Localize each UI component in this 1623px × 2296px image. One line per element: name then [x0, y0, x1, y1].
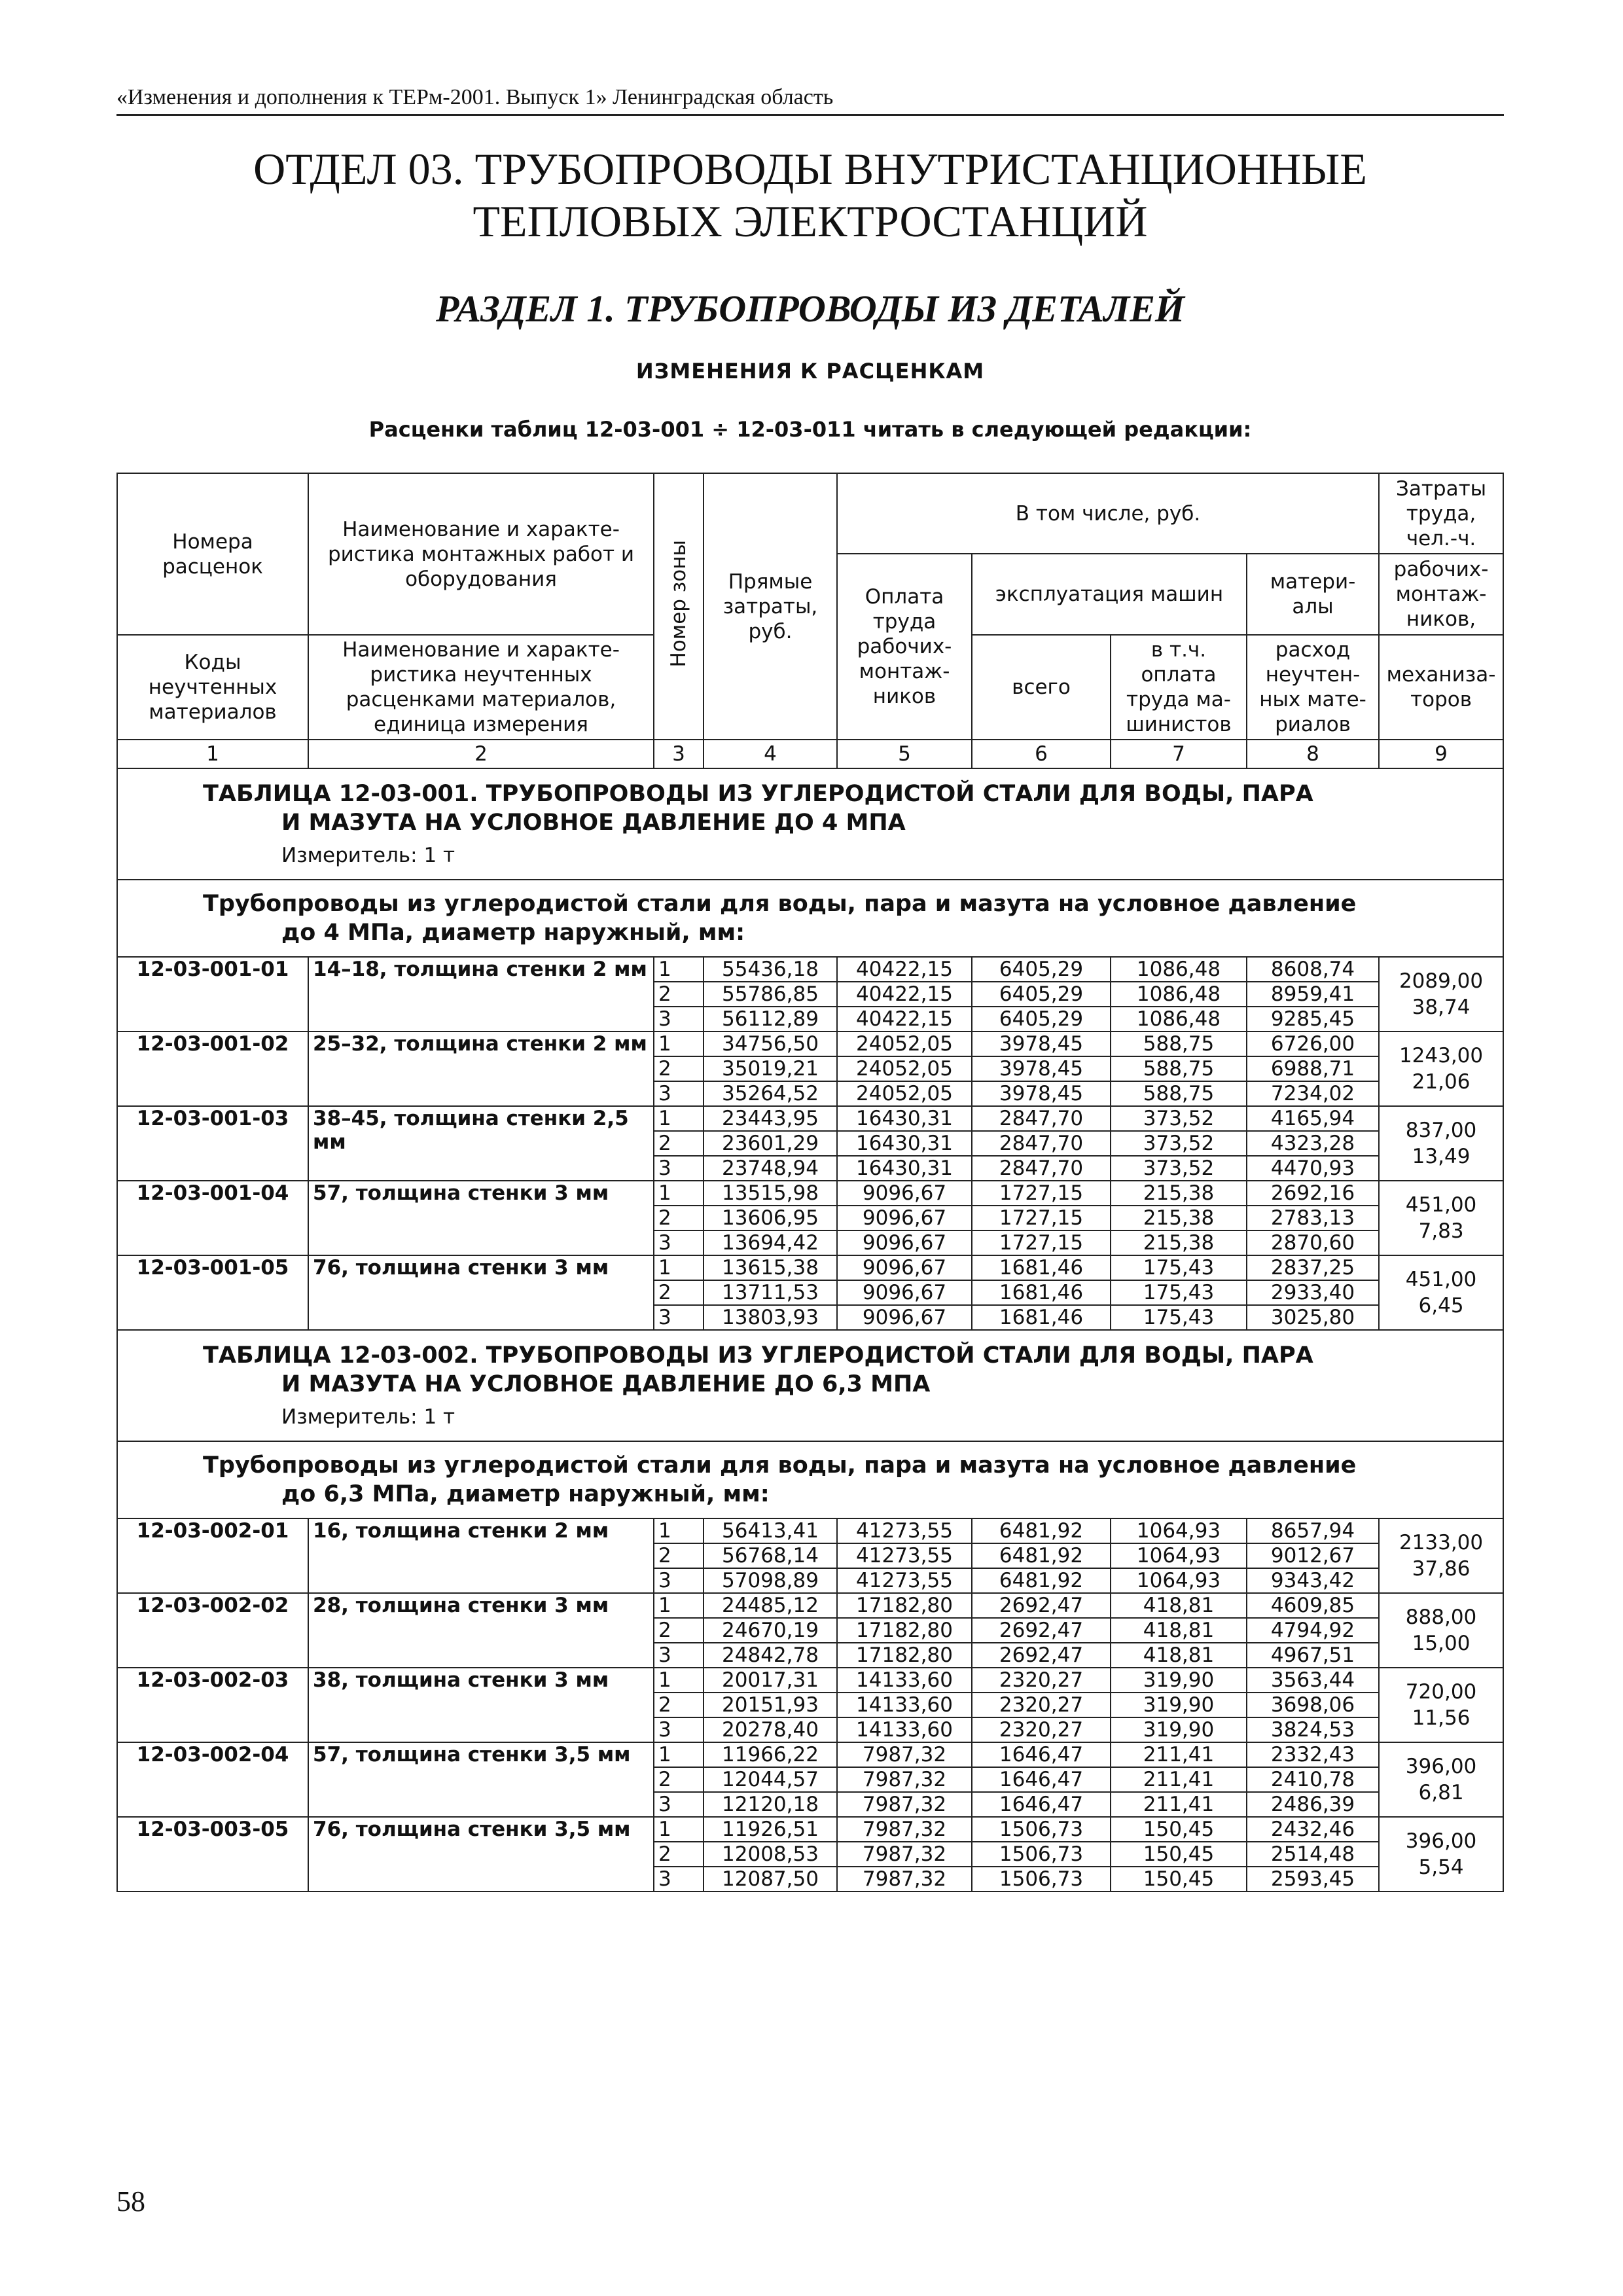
materials-cell: 4323,28 — [1247, 1131, 1379, 1156]
labor-wage-cell: 14133,60 — [837, 1717, 972, 1742]
machines-cell: 1506,73 — [972, 1817, 1111, 1842]
col-zone-label: Номер зоны — [667, 539, 690, 668]
changes-heading: ИЗМЕНЕНИЯ К РАСЦЕНКАМ — [635, 359, 985, 384]
machines-cell: 1506,73 — [972, 1842, 1111, 1867]
machinist-wage-cell: 418,81 — [1111, 1618, 1247, 1643]
materials-cell: 2870,60 — [1247, 1230, 1379, 1255]
materials-cell: 6988,71 — [1247, 1056, 1379, 1081]
table-row — [117, 957, 1503, 982]
labor-hours-cell — [1379, 1742, 1503, 1817]
labor-hours-cell — [1379, 1668, 1503, 1742]
machinist-wage-cell: 1086,48 — [1111, 1007, 1247, 1031]
materials-cell: 2593,45 — [1247, 1867, 1379, 1892]
zone-cell: 2 — [654, 982, 704, 1007]
labor-hours-mechanics: 6,45 — [1418, 1294, 1464, 1318]
direct-cost-cell: 13615,38 — [704, 1255, 837, 1280]
materials-cell: 2783,13 — [1247, 1206, 1379, 1230]
zone-cell: 2 — [654, 1280, 704, 1305]
zone-cell: 2 — [654, 1693, 704, 1717]
machinist-wage-cell: 175,43 — [1111, 1305, 1247, 1330]
table-row — [117, 1106, 1503, 1131]
rate-code: 12-03-002-04 — [117, 1742, 308, 1817]
zone-cell: 2 — [654, 1543, 704, 1568]
table-row — [117, 1817, 1503, 1842]
materials-cell: 9012,67 — [1247, 1543, 1379, 1568]
group-title-row — [117, 880, 1503, 957]
direct-cost-cell: 13711,53 — [704, 1280, 837, 1305]
table-title-line1: ТАБЛИЦА 12-03-001. ТРУБОПРОВОДЫ ИЗ УГЛЕРОДИСТОЙ СТАЛИ ДЛЯ ВОДЫ, ПАРА — [203, 781, 1313, 807]
labor-wage-cell: 7987,32 — [837, 1867, 972, 1892]
table-title-row — [117, 768, 1503, 880]
machines-cell: 2847,70 — [972, 1156, 1111, 1181]
direct-cost-cell: 12120,18 — [704, 1792, 837, 1817]
table-title-line1: ТАБЛИЦА 12-03-002. ТРУБОПРОВОДЫ ИЗ УГЛЕРОДИСТОЙ СТАЛИ ДЛЯ ВОДЫ, ПАРА — [203, 1342, 1313, 1369]
machinist-wage-cell: 373,52 — [1111, 1156, 1247, 1181]
col-machines: эксплуатация машин — [972, 554, 1247, 635]
materials-cell: 3824,53 — [1247, 1717, 1379, 1742]
table-row — [117, 1742, 1503, 1767]
rate-code: 12-03-001-02 — [117, 1031, 308, 1106]
labor-hours-mechanics: 6,81 — [1418, 1781, 1464, 1804]
labor-wage-cell: 9096,67 — [837, 1206, 972, 1230]
machinist-wage-cell: 1086,48 — [1111, 982, 1247, 1007]
zone-cell: 3 — [654, 1156, 704, 1181]
zone-cell: 1 — [654, 1817, 704, 1842]
rate-code: 12-03-002-03 — [117, 1668, 308, 1742]
rate-name: 14–18, толщина стенки 2 мм — [308, 957, 654, 1031]
materials-cell: 3563,44 — [1247, 1668, 1379, 1693]
col-labor-cost: Оплата труда рабочих-монтаж-ников — [837, 554, 972, 740]
labor-wage-cell: 41273,55 — [837, 1543, 972, 1568]
machinist-wage-cell: 150,45 — [1111, 1817, 1247, 1842]
col-materials: матери-алы — [1247, 554, 1379, 635]
machines-cell: 1727,15 — [972, 1181, 1111, 1206]
labor-wage-cell: 7987,32 — [837, 1767, 972, 1792]
machinist-wage-cell: 215,38 — [1111, 1206, 1247, 1230]
table-title — [117, 768, 1503, 880]
labor-wage-cell: 9096,67 — [837, 1255, 972, 1280]
labor-wage-cell: 24052,05 — [837, 1081, 972, 1106]
machines-cell: 2847,70 — [972, 1106, 1111, 1131]
direct-cost-cell: 11966,22 — [704, 1742, 837, 1767]
machinist-wage-cell: 418,81 — [1111, 1593, 1247, 1618]
labor-wage-cell: 9096,67 — [837, 1305, 972, 1330]
table-title-line2: И МАЗУТА НА УСЛОВНОЕ ДАВЛЕНИЕ ДО 6,3 МПА — [281, 1371, 931, 1397]
materials-cell: 4967,51 — [1247, 1643, 1379, 1668]
materials-cell: 2410,78 — [1247, 1767, 1379, 1792]
rate-code: 12-03-001-05 — [117, 1255, 308, 1330]
group-title-line1: Трубопроводы из углеродистой стали для воды, пара и мазута на условное давление — [203, 1452, 1357, 1479]
labor-wage-cell: 41273,55 — [837, 1518, 972, 1543]
labor-wage-cell: 17182,80 — [837, 1593, 972, 1618]
labor-hours-workers: 396,00 — [1405, 1755, 1477, 1778]
col-labor-hours: Затраты труда, чел.-ч. — [1379, 473, 1503, 554]
labor-hours-cell — [1379, 1181, 1503, 1255]
subsection-title: РАЗДЕЛ 1. ТРУБОПРОВОДЫ ИЗ ДЕТАЛЕЙ — [435, 287, 1185, 330]
table-measure: Измеритель: 1 т — [281, 844, 455, 867]
col-num: 4 — [704, 740, 837, 768]
machines-cell: 1646,47 — [972, 1767, 1111, 1792]
labor-wage-cell: 40422,15 — [837, 1007, 972, 1031]
direct-cost-cell: 56768,14 — [704, 1543, 837, 1568]
machines-cell: 1727,15 — [972, 1230, 1111, 1255]
machinist-wage-cell: 211,41 — [1111, 1742, 1247, 1767]
rate-name: 16, толщина стенки 2 мм — [308, 1518, 654, 1593]
labor-hours-workers: 2089,00 — [1399, 969, 1484, 993]
zone-cell: 1 — [654, 1668, 704, 1693]
labor-wage-cell: 24052,05 — [837, 1056, 972, 1081]
machinist-wage-cell: 211,41 — [1111, 1767, 1247, 1792]
machines-cell: 6405,29 — [972, 982, 1111, 1007]
col-rate-numbers: Номера расценок — [117, 473, 308, 635]
materials-cell: 2486,39 — [1247, 1792, 1379, 1817]
rate-name: 76, толщина стенки 3 мм — [308, 1255, 654, 1330]
direct-cost-cell: 35019,21 — [704, 1056, 837, 1081]
materials-cell: 2432,46 — [1247, 1817, 1379, 1842]
materials-cell: 4165,94 — [1247, 1106, 1379, 1131]
labor-wage-cell: 14133,60 — [837, 1668, 972, 1693]
labor-hours-workers: 451,00 — [1405, 1193, 1477, 1217]
direct-cost-cell: 12044,57 — [704, 1767, 837, 1792]
labor-hours-workers: 2133,00 — [1399, 1531, 1484, 1554]
zone-cell: 3 — [654, 1867, 704, 1892]
rate-code: 12-03-001-03 — [117, 1106, 308, 1181]
machines-cell: 1681,46 — [972, 1255, 1111, 1280]
zone-cell: 1 — [654, 1106, 704, 1131]
col-num: 7 — [1111, 740, 1247, 768]
table-body — [117, 768, 1503, 1892]
materials-cell: 8959,41 — [1247, 982, 1379, 1007]
labor-wage-cell: 9096,67 — [837, 1181, 972, 1206]
labor-wage-cell: 7987,32 — [837, 1792, 972, 1817]
machinist-wage-cell: 150,45 — [1111, 1842, 1247, 1867]
machines-cell: 1681,46 — [972, 1280, 1111, 1305]
labor-wage-cell: 16430,31 — [837, 1131, 972, 1156]
col-num: 5 — [837, 740, 972, 768]
machines-cell: 1646,47 — [972, 1742, 1111, 1767]
machines-cell: 2692,47 — [972, 1618, 1111, 1643]
section-title-line2: ТЕПЛОВЫХ ЭЛЕКТРОСТАНЦИЙ — [473, 196, 1148, 246]
direct-cost-cell: 34756,50 — [704, 1031, 837, 1056]
machines-cell: 6405,29 — [972, 1007, 1111, 1031]
col-material-usage: расход неучтен-ных мате-риалов — [1247, 635, 1379, 740]
labor-hours-cell — [1379, 1817, 1503, 1892]
zone-cell: 1 — [654, 1742, 704, 1767]
direct-cost-cell: 23748,94 — [704, 1156, 837, 1181]
labor-wage-cell: 40422,15 — [837, 957, 972, 982]
machines-cell: 2692,47 — [972, 1593, 1111, 1618]
labor-hours-cell — [1379, 1031, 1503, 1106]
materials-cell: 7234,02 — [1247, 1081, 1379, 1106]
direct-cost-cell: 55436,18 — [704, 957, 837, 982]
direct-cost-cell: 20017,31 — [704, 1668, 837, 1693]
table-measure: Измеритель: 1 т — [281, 1405, 455, 1429]
rate-code: 12-03-002-01 — [117, 1518, 308, 1593]
zone-cell: 1 — [654, 957, 704, 982]
materials-cell: 3025,80 — [1247, 1305, 1379, 1330]
zone-cell: 3 — [654, 1081, 704, 1106]
page-number: 58 — [116, 2185, 145, 2217]
col-num: 2 — [308, 740, 654, 768]
direct-cost-cell: 20151,93 — [704, 1693, 837, 1717]
col-work-name: Наименование и характе-ристика монтажных работ и оборудования — [308, 473, 654, 635]
materials-cell: 2514,48 — [1247, 1842, 1379, 1867]
machines-cell: 1727,15 — [972, 1206, 1111, 1230]
zone-cell: 3 — [654, 1717, 704, 1742]
labor-wage-cell: 24052,05 — [837, 1031, 972, 1056]
materials-cell: 2332,43 — [1247, 1742, 1379, 1767]
col-labor-hours-workers: рабочих-монтаж-ников, — [1379, 554, 1503, 635]
machines-cell: 6481,92 — [972, 1543, 1111, 1568]
direct-cost-cell: 12008,53 — [704, 1842, 837, 1867]
direct-cost-cell: 56413,41 — [704, 1518, 837, 1543]
labor-hours-workers: 888,00 — [1405, 1605, 1477, 1629]
labor-hours-mechanics: 7,83 — [1418, 1219, 1464, 1243]
direct-cost-cell: 35264,52 — [704, 1081, 837, 1106]
zone-cell: 2 — [654, 1131, 704, 1156]
group-title — [117, 880, 1503, 957]
machinist-wage-cell: 373,52 — [1111, 1106, 1247, 1131]
labor-wage-cell: 17182,80 — [837, 1643, 972, 1668]
labor-wage-cell: 14133,60 — [837, 1693, 972, 1717]
rates-table — [116, 473, 1504, 1892]
machines-cell: 2320,27 — [972, 1693, 1111, 1717]
machines-cell: 6405,29 — [972, 957, 1111, 982]
machinist-wage-cell: 319,90 — [1111, 1717, 1247, 1742]
labor-hours-mechanics: 38,74 — [1412, 996, 1471, 1019]
col-material-name: Наименование и характе-ристика неучтенных расценками материалов, единица измерения — [308, 635, 654, 740]
rate-name: 28, толщина стенки 3 мм — [308, 1593, 654, 1668]
column-numbers-row — [117, 740, 1503, 768]
labor-wage-cell: 9096,67 — [837, 1230, 972, 1255]
direct-cost-cell: 24485,12 — [704, 1593, 837, 1618]
col-num: 3 — [654, 740, 704, 768]
table-title-row — [117, 1330, 1503, 1441]
group-title-row — [117, 1441, 1503, 1518]
col-codes: Коды неучтенных материалов — [117, 635, 308, 740]
machines-cell: 2847,70 — [972, 1131, 1111, 1156]
labor-hours-cell — [1379, 1518, 1503, 1593]
machinist-wage-cell: 215,38 — [1111, 1230, 1247, 1255]
labor-hours-mechanics: 5,54 — [1418, 1856, 1464, 1879]
table-row — [117, 1518, 1503, 1543]
col-num: 1 — [117, 740, 308, 768]
zone-cell: 1 — [654, 1181, 704, 1206]
direct-cost-cell: 57098,89 — [704, 1568, 837, 1593]
labor-hours-mechanics: 13,49 — [1412, 1145, 1471, 1168]
machines-cell: 6481,92 — [972, 1568, 1111, 1593]
direct-cost-cell: 13606,95 — [704, 1206, 837, 1230]
labor-wage-cell: 41273,55 — [837, 1568, 972, 1593]
materials-cell: 9285,45 — [1247, 1007, 1379, 1031]
rate-code: 12-03-002-02 — [117, 1593, 308, 1668]
zone-cell: 3 — [654, 1230, 704, 1255]
col-num: 9 — [1379, 740, 1503, 768]
zone-cell: 2 — [654, 1842, 704, 1867]
table-title — [117, 1330, 1503, 1441]
zone-cell: 1 — [654, 1593, 704, 1618]
labor-hours-mechanics: 37,86 — [1412, 1557, 1471, 1581]
machinist-wage-cell: 319,90 — [1111, 1693, 1247, 1717]
labor-hours-workers: 396,00 — [1405, 1829, 1477, 1853]
machinist-wage-cell: 175,43 — [1111, 1255, 1247, 1280]
col-direct: Прямые затраты, руб. — [704, 473, 837, 740]
machines-cell: 3978,45 — [972, 1031, 1111, 1056]
rate-code: 12-03-001-04 — [117, 1181, 308, 1255]
direct-cost-cell: 23443,95 — [704, 1106, 837, 1131]
labor-wage-cell: 16430,31 — [837, 1156, 972, 1181]
materials-cell: 2692,16 — [1247, 1181, 1379, 1206]
labor-hours-workers: 720,00 — [1405, 1680, 1477, 1704]
machines-cell: 2320,27 — [972, 1717, 1111, 1742]
rate-code: 12-03-001-01 — [117, 957, 308, 1031]
machinist-wage-cell: 588,75 — [1111, 1081, 1247, 1106]
table-row — [117, 1593, 1503, 1618]
labor-hours-mechanics: 15,00 — [1412, 1632, 1471, 1655]
machinist-wage-cell: 175,43 — [1111, 1280, 1247, 1305]
col-zone — [654, 473, 704, 740]
zone-cell: 3 — [654, 1792, 704, 1817]
machinist-wage-cell: 215,38 — [1111, 1181, 1247, 1206]
machinist-wage-cell: 418,81 — [1111, 1643, 1247, 1668]
machinist-wage-cell: 1064,93 — [1111, 1568, 1247, 1593]
direct-cost-cell: 13803,93 — [704, 1305, 837, 1330]
table-header — [117, 473, 1503, 768]
direct-cost-cell: 13694,42 — [704, 1230, 837, 1255]
labor-wage-cell: 7987,32 — [837, 1817, 972, 1842]
rate-name: 57, толщина стенки 3,5 мм — [308, 1742, 654, 1817]
materials-cell: 2837,25 — [1247, 1255, 1379, 1280]
materials-cell: 9343,42 — [1247, 1568, 1379, 1593]
machinist-wage-cell: 373,52 — [1111, 1131, 1247, 1156]
machinist-wage-cell: 211,41 — [1111, 1792, 1247, 1817]
direct-cost-cell: 55786,85 — [704, 982, 837, 1007]
zone-cell: 3 — [654, 1643, 704, 1668]
rate-name: 38–45, толщина стенки 2,5 мм — [308, 1106, 654, 1181]
machinist-wage-cell: 1086,48 — [1111, 957, 1247, 982]
labor-hours-workers: 1243,00 — [1399, 1044, 1484, 1067]
rate-name: 25–32, толщина стенки 2 мм — [308, 1031, 654, 1106]
materials-cell: 4794,92 — [1247, 1618, 1379, 1643]
labor-hours-workers: 837,00 — [1405, 1119, 1477, 1142]
labor-wage-cell: 17182,80 — [837, 1618, 972, 1643]
group-title-line2: до 4 МПа, диаметр наружный, мм: — [281, 920, 745, 946]
col-machinists: в т.ч. оплата труда ма-шинистов — [1111, 635, 1247, 740]
direct-cost-cell: 23601,29 — [704, 1131, 837, 1156]
group-title — [117, 1441, 1503, 1518]
rate-name: 57, толщина стенки 3 мм — [308, 1181, 654, 1255]
zone-cell: 2 — [654, 1206, 704, 1230]
zone-cell: 3 — [654, 1568, 704, 1593]
materials-cell: 3698,06 — [1247, 1693, 1379, 1717]
direct-cost-cell: 11926,51 — [704, 1817, 837, 1842]
rate-name: 38, толщина стенки 3 мм — [308, 1668, 654, 1742]
machinist-wage-cell: 1064,93 — [1111, 1518, 1247, 1543]
rate-name: 76, толщина стенки 3,5 мм — [308, 1817, 654, 1892]
labor-hours-cell — [1379, 1593, 1503, 1668]
machines-cell: 3978,45 — [972, 1056, 1111, 1081]
labor-wage-cell: 7987,32 — [837, 1842, 972, 1867]
zone-cell: 3 — [654, 1007, 704, 1031]
group-title-line1: Трубопроводы из углеродистой стали для воды, пара и мазута на условное давление — [203, 891, 1357, 917]
zone-cell: 2 — [654, 1618, 704, 1643]
labor-wage-cell: 16430,31 — [837, 1106, 972, 1131]
table-title-line2: И МАЗУТА НА УСЛОВНОЕ ДАВЛЕНИЕ ДО 4 МПА — [281, 810, 906, 836]
direct-cost-cell: 12087,50 — [704, 1867, 837, 1892]
machines-cell: 2320,27 — [972, 1668, 1111, 1693]
table-row — [117, 1031, 1503, 1056]
labor-hours-mechanics: 11,56 — [1412, 1706, 1471, 1730]
instruction-text: Расценки таблиц 12-03-001 ÷ 12-03-011 читать в следующей редакции: — [368, 417, 1252, 442]
col-num: 6 — [972, 740, 1111, 768]
machines-cell: 1646,47 — [972, 1792, 1111, 1817]
direct-cost-cell: 24842,78 — [704, 1643, 837, 1668]
rate-code: 12-03-003-05 — [117, 1817, 308, 1892]
machinist-wage-cell: 588,75 — [1111, 1031, 1247, 1056]
table-row — [117, 1255, 1503, 1280]
group-title-line2: до 6,3 МПа, диаметр наружный, мм: — [281, 1481, 770, 1507]
labor-hours-cell — [1379, 957, 1503, 1031]
running-header: «Изменения и дополнения к ТЕРм-2001. Выпуск 1» Ленинградская область — [116, 85, 1504, 116]
zone-cell: 1 — [654, 1518, 704, 1543]
labor-wage-cell: 9096,67 — [837, 1280, 972, 1305]
col-num: 8 — [1247, 740, 1379, 768]
direct-cost-cell: 13515,98 — [704, 1181, 837, 1206]
direct-cost-cell: 20278,40 — [704, 1717, 837, 1742]
table-row — [117, 1181, 1503, 1206]
labor-hours-workers: 451,00 — [1405, 1268, 1477, 1291]
labor-hours-mechanics: 21,06 — [1412, 1070, 1471, 1094]
labor-wage-cell: 7987,32 — [837, 1742, 972, 1767]
section-title-line1: ОТДЕЛ 03. ТРУБОПРОВОДЫ ВНУТРИСТАНЦИОННЫЕ — [253, 144, 1367, 194]
machinist-wage-cell: 1064,93 — [1111, 1543, 1247, 1568]
materials-cell: 8608,74 — [1247, 957, 1379, 982]
machines-cell: 1681,46 — [972, 1305, 1111, 1330]
zone-cell: 1 — [654, 1255, 704, 1280]
materials-cell: 4609,85 — [1247, 1593, 1379, 1618]
zone-cell: 1 — [654, 1031, 704, 1056]
zone-cell: 3 — [654, 1305, 704, 1330]
col-mechanics: механиза-торов — [1379, 635, 1503, 740]
zone-cell: 2 — [654, 1056, 704, 1081]
materials-cell: 6726,00 — [1247, 1031, 1379, 1056]
labor-hours-cell — [1379, 1255, 1503, 1330]
materials-cell: 2933,40 — [1247, 1280, 1379, 1305]
machinist-wage-cell: 150,45 — [1111, 1867, 1247, 1892]
machines-cell: 1506,73 — [972, 1867, 1111, 1892]
machines-cell: 6481,92 — [972, 1518, 1111, 1543]
col-including: В том числе, руб. — [837, 473, 1379, 554]
col-machines-total: всего — [972, 635, 1111, 740]
table-row — [117, 1668, 1503, 1693]
direct-cost-cell: 56112,89 — [704, 1007, 837, 1031]
machines-cell: 2692,47 — [972, 1643, 1111, 1668]
section-title — [116, 143, 1504, 247]
machinist-wage-cell: 588,75 — [1111, 1056, 1247, 1081]
labor-wage-cell: 40422,15 — [837, 982, 972, 1007]
materials-cell: 4470,93 — [1247, 1156, 1379, 1181]
direct-cost-cell: 24670,19 — [704, 1618, 837, 1643]
labor-hours-cell — [1379, 1106, 1503, 1181]
zone-cell: 2 — [654, 1767, 704, 1792]
machines-cell: 3978,45 — [972, 1081, 1111, 1106]
materials-cell: 8657,94 — [1247, 1518, 1379, 1543]
machinist-wage-cell: 319,90 — [1111, 1668, 1247, 1693]
